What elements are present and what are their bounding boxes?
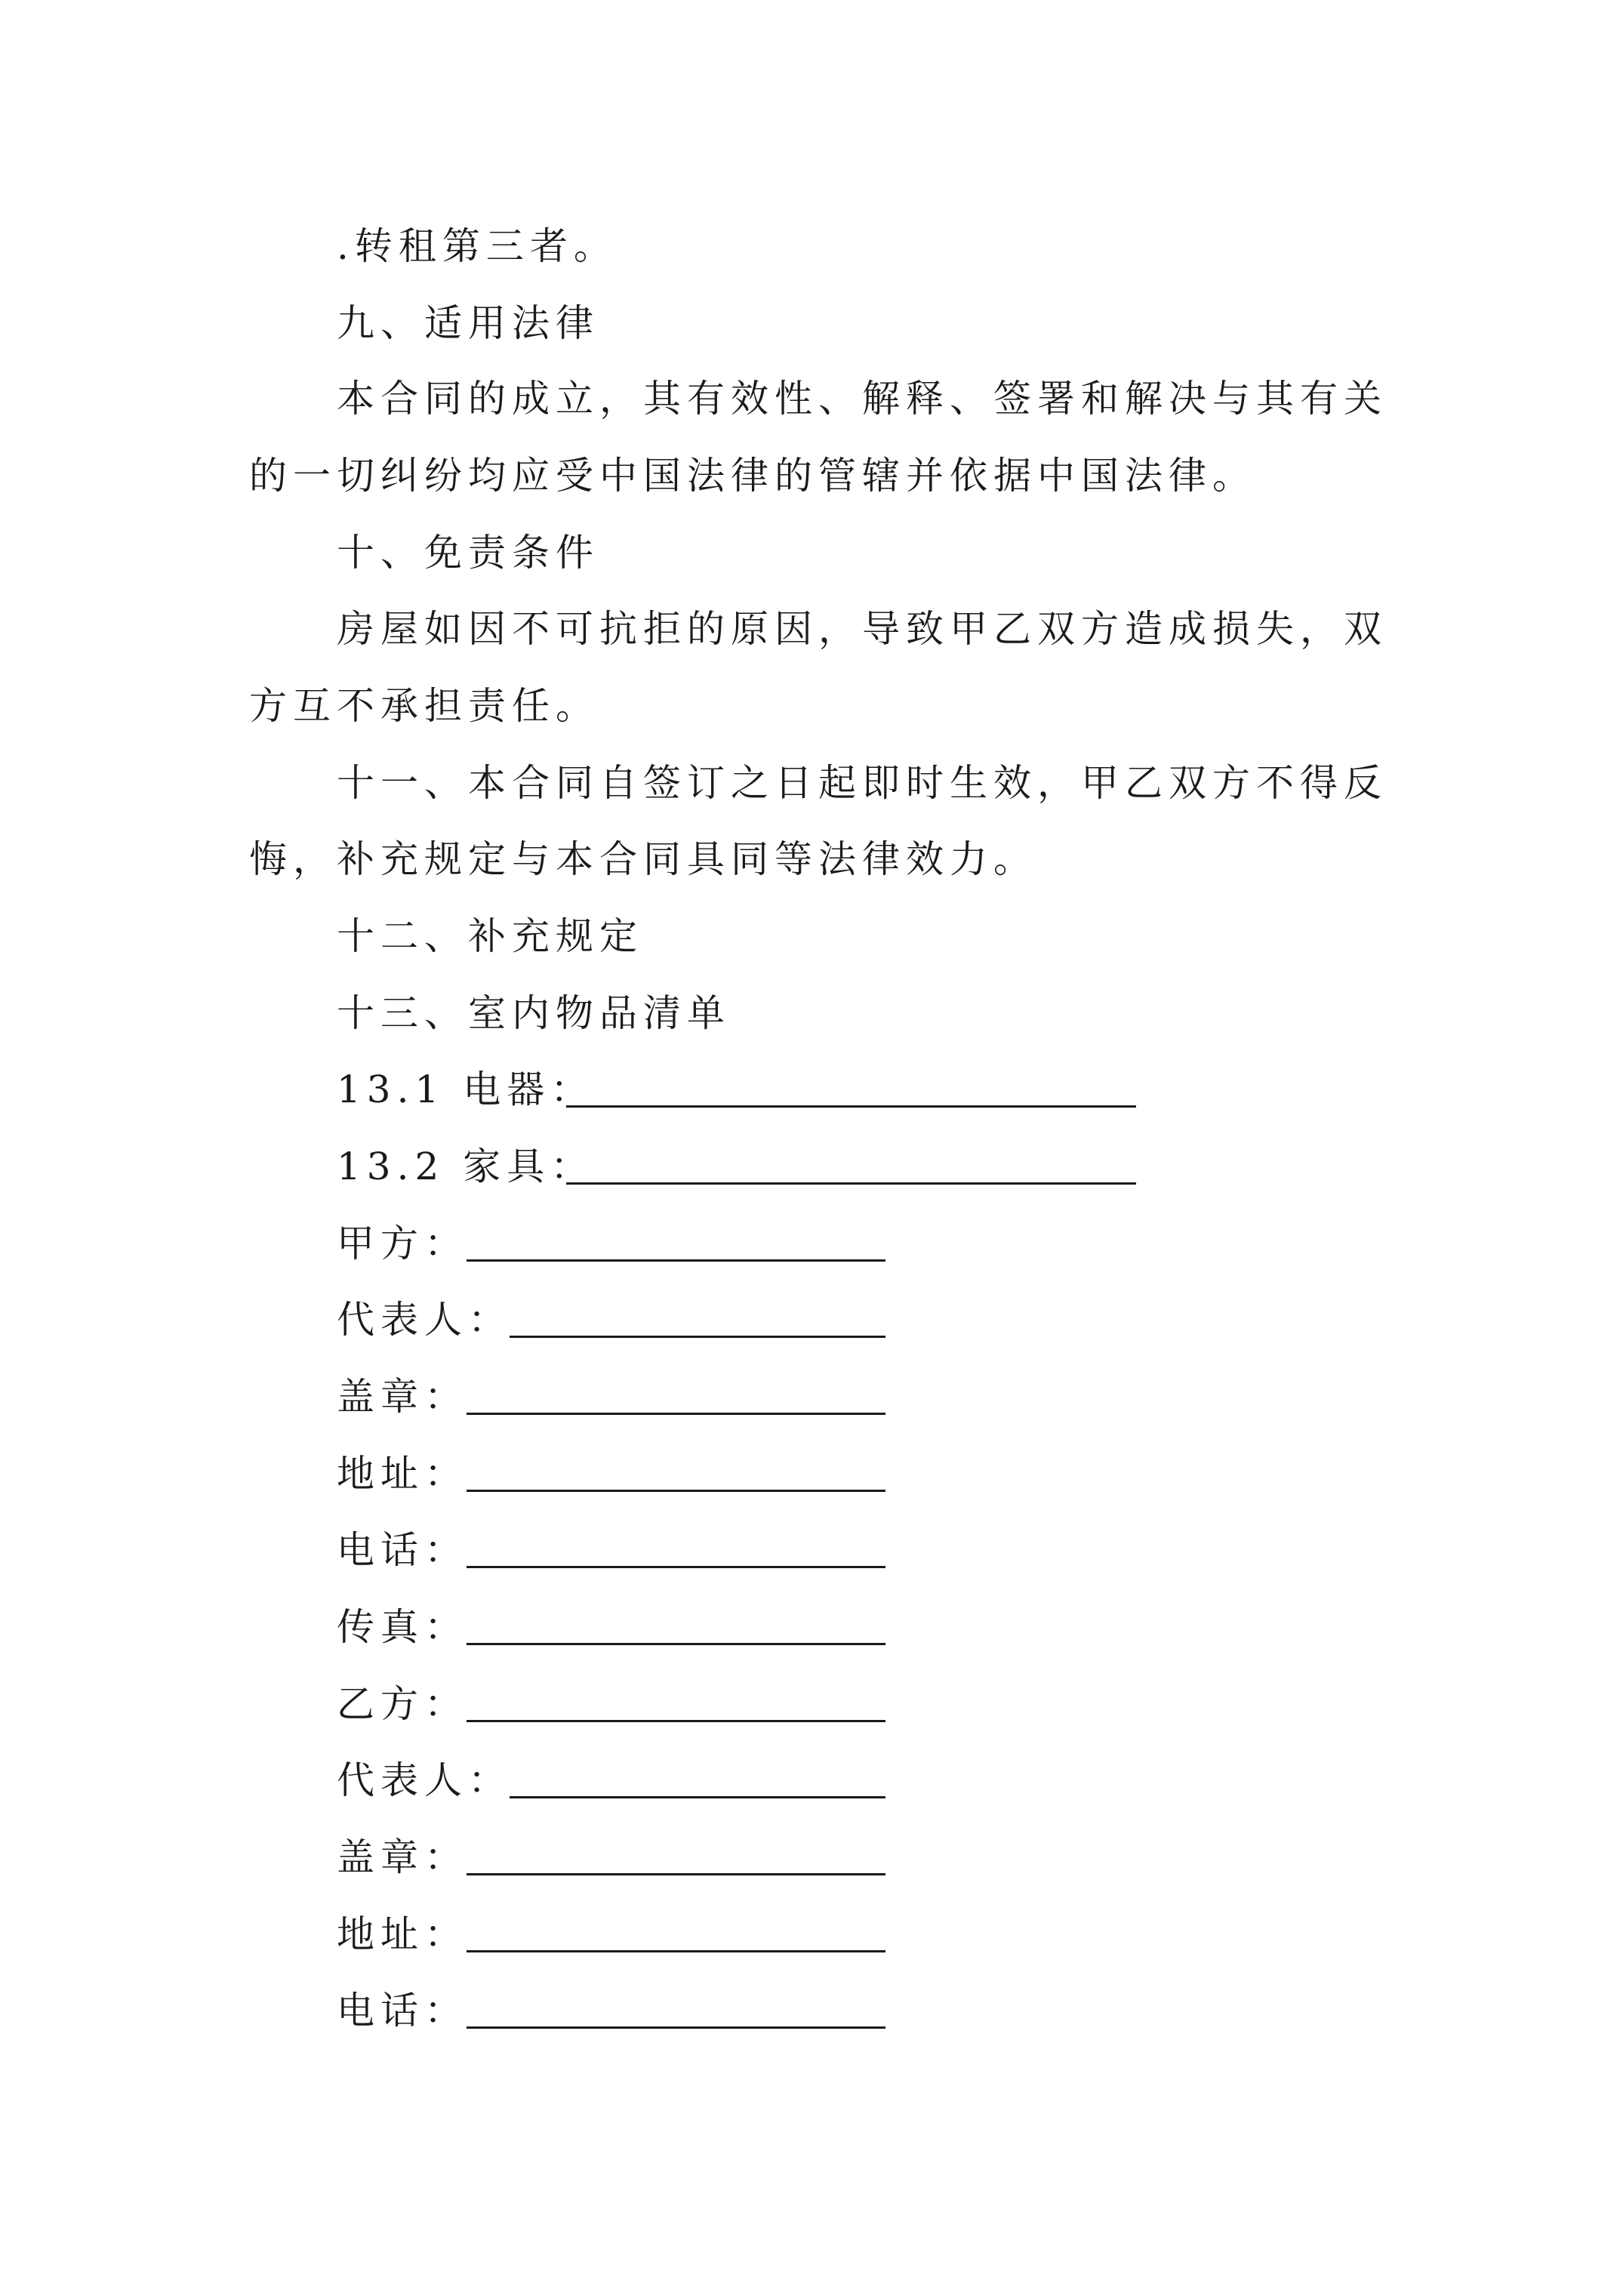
party-b-representative-blank[interactable] — [510, 1796, 885, 1798]
party-a-address-label: 地址： — [337, 1452, 468, 1496]
party-b-address-blank[interactable] — [467, 1950, 885, 1952]
party-b-address-label: 地址： — [337, 1912, 468, 1956]
party-a-seal-blank[interactable] — [467, 1413, 885, 1415]
party-a-fax-label: 传真： — [337, 1605, 468, 1649]
heading-inventory: 十三、室内物品清单 — [337, 991, 731, 1035]
paragraph-law-line2: 的一切纠纷均应受中国法律的管辖并依据中国法律。 — [249, 454, 1256, 498]
inventory-appliances-label: 13.1 电器： — [337, 1068, 595, 1111]
party-a-representative-label: 代表人： — [337, 1298, 512, 1342]
paragraph-law-line1: 本合同的成立，其有效性、解释、签署和解决与其有关 — [337, 377, 1387, 421]
paragraph-exemption-line1: 房屋如因不可抗拒的原因，导致甲乙双方造成损失，双 — [337, 607, 1387, 651]
party-b-phone-blank[interactable] — [467, 2026, 885, 2029]
paragraph-effective-line1: 十一、本合同自签订之日起即时生效，甲乙双方不得反 — [337, 761, 1387, 805]
paragraph-sublet: .转租第三者。 — [337, 224, 617, 268]
heading-exemption: 十、免责条件 — [337, 531, 599, 575]
party-a-label: 甲方： — [337, 1222, 468, 1265]
party-b-seal-label: 盖章： — [337, 1835, 468, 1879]
party-b-blank[interactable] — [467, 1720, 885, 1722]
party-a-phone-label: 电话： — [337, 1528, 468, 1572]
party-b-seal-blank[interactable] — [467, 1873, 885, 1875]
party-b-label: 乙方： — [337, 1682, 468, 1726]
paragraph-effective-line2: 悔，补充规定与本合同具同等法律效力。 — [249, 837, 1037, 881]
heading-applicable-law: 九、适用法律 — [337, 301, 599, 345]
party-a-seal-label: 盖章： — [337, 1375, 468, 1419]
inventory-appliances-blank[interactable] — [566, 1105, 1136, 1108]
inventory-furniture-label: 13.2 家具： — [337, 1145, 595, 1188]
paragraph-exemption-line2: 方互不承担责任。 — [249, 684, 599, 728]
inventory-furniture-blank[interactable] — [566, 1182, 1136, 1185]
party-b-representative-label: 代表人： — [337, 1758, 512, 1802]
party-b-phone-label: 电话： — [337, 1989, 468, 2032]
party-a-blank[interactable] — [467, 1259, 885, 1262]
party-a-address-blank[interactable] — [467, 1490, 885, 1492]
heading-supplementary: 十二、补充规定 — [337, 914, 643, 958]
party-a-fax-blank[interactable] — [467, 1643, 885, 1645]
party-a-phone-blank[interactable] — [467, 1566, 885, 1568]
party-a-representative-blank[interactable] — [510, 1336, 885, 1338]
